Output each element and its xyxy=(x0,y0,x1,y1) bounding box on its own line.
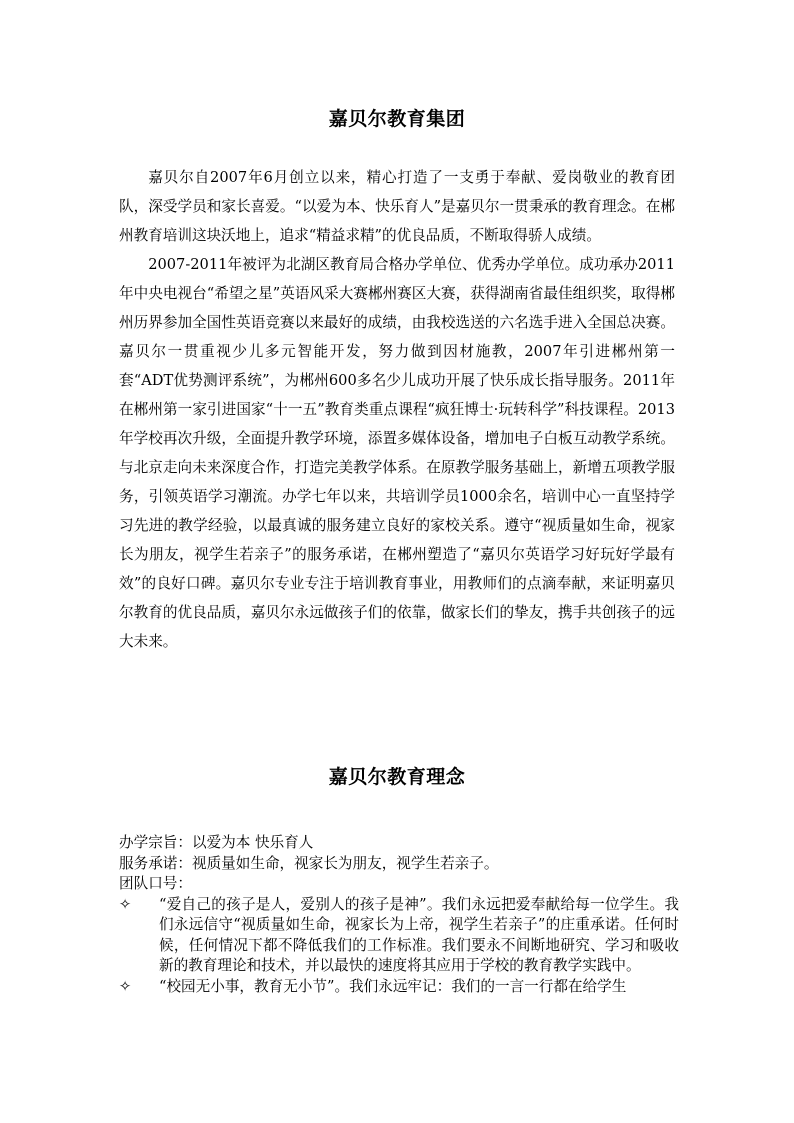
mission-line: 办学宗旨：以爱为本 快乐育人 xyxy=(119,834,314,851)
intro-section xyxy=(119,163,675,656)
diamond-bullet-icon: ✧ xyxy=(119,895,132,913)
slogan-line: 团队口号： xyxy=(119,875,192,892)
diamond-bullet-icon: ✧ xyxy=(119,977,132,995)
heading-philosophy: 嘉贝尔教育理念 xyxy=(328,766,466,788)
slogan-item-2 xyxy=(119,977,679,998)
philosophy-section xyxy=(119,833,679,997)
slogan-item-1 xyxy=(119,895,679,977)
slogan-item-text: “爱自己的孩子是人，爱别人的孩子是神”。我们永远把爱奉献给每一位学生。我们永远信守“视质量如生命，视家长为上帝，视学生若亲子”的庄重承诺。任何时候，任何情况下都不降低我们的工作标准。我们要永不间断地研究、学习和吸收新的教育理论和技术，并以最快的速度将其应用于学校的教育教学实践中。 xyxy=(159,895,679,974)
slogan-item-text: “校园无小事，教育无小节”。我们永远牢记：我们的一言一行都在给学生 xyxy=(159,977,627,995)
promise-line: 服务承诺：视质量如生命，视家长为朋友，视学生若亲子。 xyxy=(119,854,499,872)
intro-paragraph-2: 2007-2011年被评为北湖区教育局合格办学单位、优秀办学单位。成功承办2011年中央电视台“希望之星”英语风采大赛郴州赛区大赛，获得湖南省最佳组织奖，取得郴州历界参加全国性英语竞赛以来最好的成绩，由我校选送的六名选手进入全国总决赛。嘉贝尔一贯重视少儿多元智能开发，努力做到因材施教，2007年引进郴州第一套“ADT优势测评系统”，为郴州600多名少儿成功开展了快乐成长指导服务。2011年在郴州第一家引进国家“十一五”教育类重点课程“疯狂博士·玩转科学”科技课程。2013年学校再次升级，全面提升教学环境，添置多媒体设备，增加电子白板互动教学系统。与北京走向未来深度合作，打造完美教学体系。在原教学服务基础上，新增五项教学服务，引领英语学习潮流。办学七年以来，共培训学员1000余名，培训中心一直坚持学习先进的教学经验，以最真诚的服务建立良好的家校关系。遵守“视质量如生命，视家长为朋友，视学生若亲子”的服务承诺，在郴州塑造了“嘉贝尔英语学习好玩好学最有效”的良好口碑。嘉贝尔专业专注于培训教育事业，用教师们的点滴奉献，来证明嘉贝尔教育的优良品质，嘉贝尔永远做孩子们的依靠，做家长们的挚友，携手共创孩子的远大未来。 xyxy=(119,256,675,650)
intro-paragraph-1: 嘉贝尔自2007年6月创立以来，精心打造了一支勇于奉献、爱岗敬业的教育团队，深受学员和家长喜爱。“以爱为本、快乐育人”是嘉贝尔一贯秉承的教育理念。在郴州教育培训这块沃地上，追求“精益求精”的优良品质，不断取得骄人成绩。 xyxy=(119,169,675,244)
heading-company: 嘉贝尔教育集团 xyxy=(328,108,466,130)
